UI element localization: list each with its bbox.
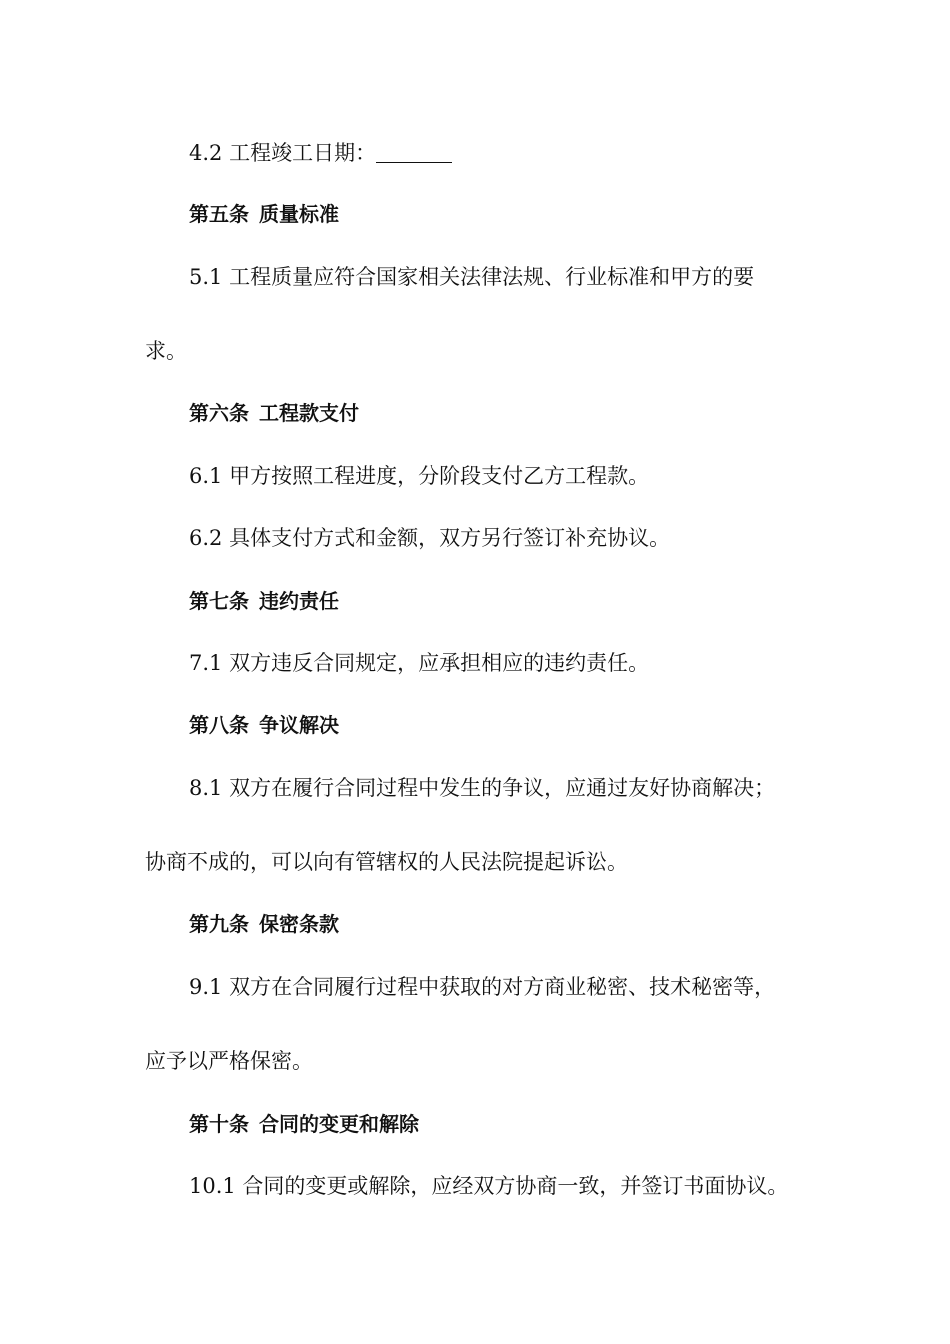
clause-9-1-line-1: 9.1 双方在合同履行过程中获取的对方商业秘密、技术秘密等， xyxy=(189,975,776,999)
article-5-number: 第五条 xyxy=(189,202,249,226)
article-8-heading xyxy=(189,710,839,740)
article-6-heading xyxy=(189,398,839,428)
article-5-heading xyxy=(189,199,839,229)
article-6-name: 工程款支付 xyxy=(259,401,359,425)
article-10-heading xyxy=(189,1109,839,1139)
article-6-number: 第六条 xyxy=(189,401,249,425)
article-9-number: 第九条 xyxy=(189,912,249,936)
completion-date-blank xyxy=(376,142,452,163)
clause-10-1: 10.1 合同的变更或解除，应经双方协商一致，并签订书面协议。 xyxy=(189,1174,789,1198)
article-10-number: 第十条 xyxy=(189,1112,249,1136)
clause-8-1-line-1: 8.1 双方在履行合同过程中发生的争议，应通过友好协商解决； xyxy=(189,776,776,800)
article-5-name: 质量标准 xyxy=(259,202,339,226)
article-9-heading xyxy=(189,909,839,939)
article-7-heading xyxy=(189,586,839,616)
article-8-number: 第八条 xyxy=(189,713,249,737)
clause-5-1-line-1: 5.1 工程质量应符合国家相关法律法规、行业标准和甲方的要 xyxy=(189,265,755,289)
article-7-name: 违约责任 xyxy=(259,589,339,613)
clause-7-1: 7.1 双方违反合同规定，应承担相应的违约责任。 xyxy=(189,651,650,675)
article-9-name: 保密条款 xyxy=(259,912,339,936)
clause-4-2-text: 4.2 工程竣工日期： xyxy=(189,141,377,165)
article-7-number: 第七条 xyxy=(189,589,249,613)
clause-6-1: 6.1 甲方按照工程进度，分阶段支付乙方工程款。 xyxy=(189,464,650,488)
clause-8-1-line-2: 协商不成的，可以向有管辖权的人民法院提起诉讼。 xyxy=(145,850,628,874)
clause-5-1-line-2: 求。 xyxy=(145,339,187,363)
clause-6-2: 6.2 具体支付方式和金额，双方另行签订补充协议。 xyxy=(189,526,671,550)
clause-9-1-line-2: 应予以严格保密。 xyxy=(145,1049,313,1073)
article-10-name: 合同的变更和解除 xyxy=(259,1112,419,1136)
clause-4-2 xyxy=(189,138,839,168)
article-8-name: 争议解决 xyxy=(259,713,339,737)
